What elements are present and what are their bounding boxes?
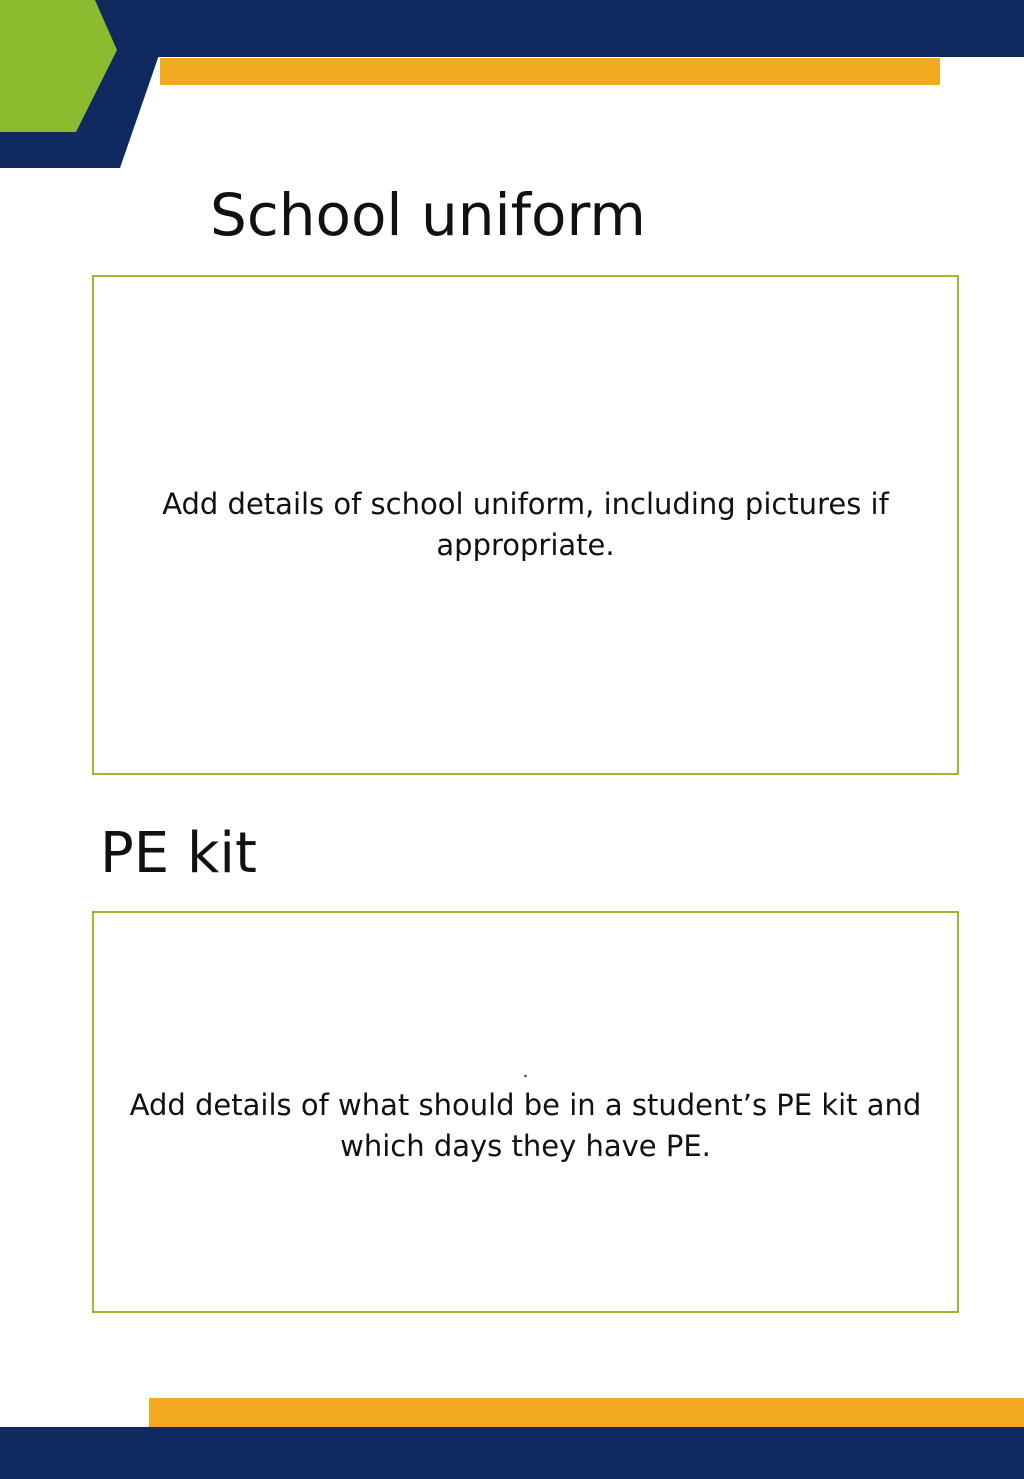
school-uniform-box <box>92 275 959 775</box>
footer-orange-stripe <box>149 1398 1024 1427</box>
pe-kit-text-group <box>106 1063 946 1167</box>
header-orange-stripe <box>160 58 940 85</box>
pe-kit-box <box>92 911 959 1313</box>
pe-kit-details-text: Add details of what should be in a student’s PE kit and which days they have PE. <box>129 1088 922 1163</box>
pe-kit-dot: . <box>522 1061 529 1082</box>
pe-kit-heading: PE kit <box>100 821 257 886</box>
header-decoration <box>0 0 1024 170</box>
school-uniform-heading: School uniform <box>210 181 646 249</box>
footer-navy-bar <box>0 1427 1024 1479</box>
school-uniform-details-text: Add details of school uniform, including pictures if appropriate. <box>162 487 889 562</box>
footer-decoration <box>0 1398 1024 1479</box>
